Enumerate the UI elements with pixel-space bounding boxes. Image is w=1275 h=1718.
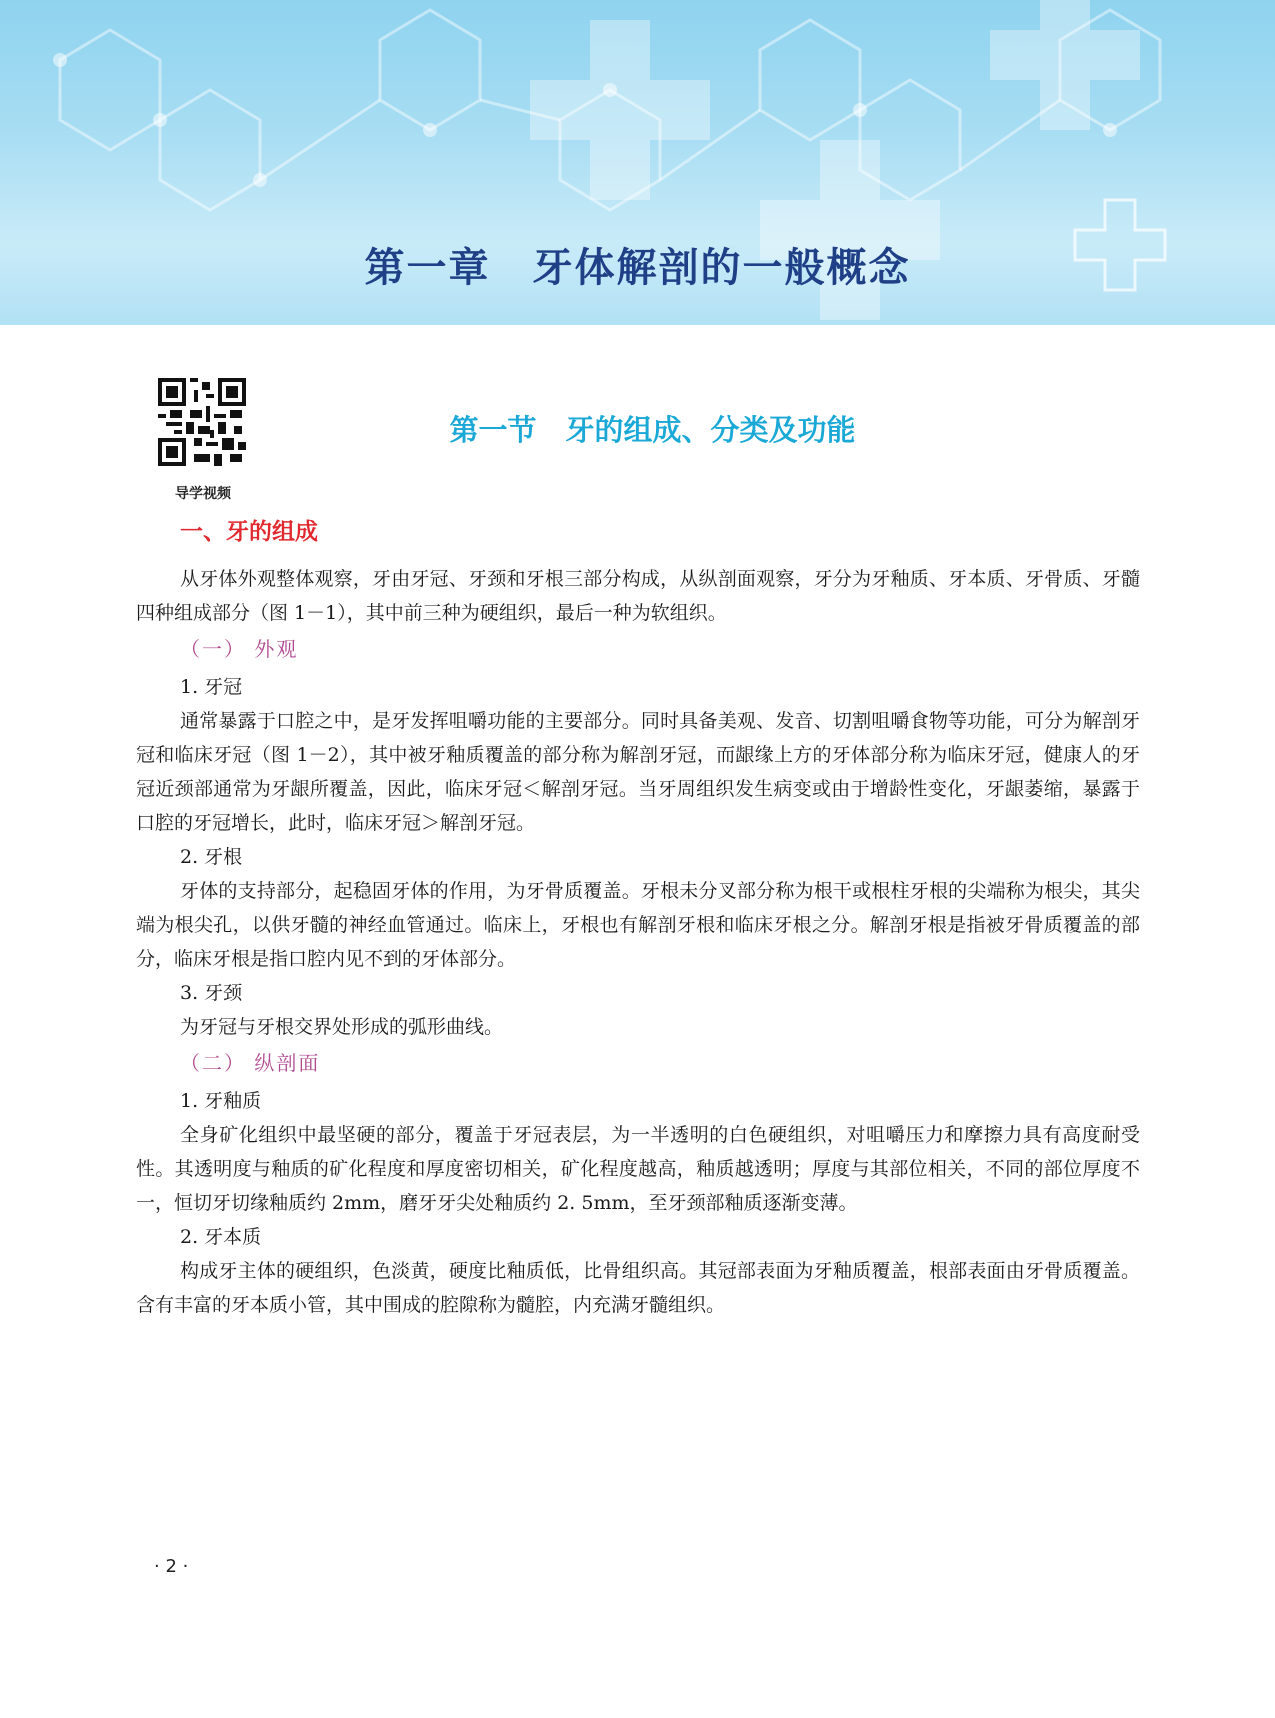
item-label-dentin: 2. 牙本质 [180, 1226, 262, 1248]
item-text-root: 牙体的支持部分，起稳固牙体的作用，为牙骨质覆盖。牙根未分叉部分称为根干或根柱牙根的尖端称为根尖，其尖端为根尖孔，以供牙髓的神经血管通过。临床上，牙根也有解剖牙根和临床牙根之分。解剖牙根是指被牙骨质覆盖的部分，临床牙根是指口腔内见不到的牙体部分。 [136, 880, 1140, 970]
body-content [136, 562, 1140, 1322]
item-label-neck: 3. 牙颈 [180, 982, 243, 1004]
item-label-root: 2. 牙根 [180, 846, 243, 868]
section-title: 第一节 牙的组成、分类及功能 [449, 413, 856, 447]
qr-label: 导学视频 [175, 486, 231, 502]
subheading-longitudinal-section: （二） 纵剖面 [180, 1051, 321, 1075]
item-text-neck: 为牙冠与牙根交界处形成的弧形曲线。 [180, 1016, 504, 1038]
item-text-crown: 通常暴露于口腔之中，是牙发挥咀嚼功能的主要部分。同时具备美观、发音、切割咀嚼食物等功能，可分为解剖牙冠和临床牙冠（图 1－2），其中被牙釉质覆盖的部分称为解剖牙冠，而龈缘上方的牙体部分称为临床牙冠，健康人的牙冠近颈部通常为牙龈所覆盖，因此，临床牙冠＜解剖牙冠。当牙周组织发生病变或由于增龄性变化，牙龈萎缩，暴露于口腔的牙冠增长，此时，临床牙冠＞解剖牙冠。 [136, 710, 1140, 834]
intro-paragraph: 从牙体外观整体观察，牙由牙冠、牙颈和牙根三部分构成，从纵剖面观察，牙分为牙釉质、牙本质、牙骨质、牙髓四种组成部分（图 1－1），其中前三种为硬组织，最后一种为软组织。 [136, 568, 1140, 624]
item-text-enamel: 全身矿化组织中最坚硬的部分，覆盖于牙冠表层，为一半透明的白色硬组织，对咀嚼压力和摩擦力具有高度耐受性。其透明度与釉质的矿化程度和厚度密切相关，矿化程度越高，釉质越透明；厚度与其部位相关，不同的部位厚度不一，恒切牙切缘釉质约 2mm，磨牙牙尖处釉质约 2. 5mm，至牙颈部釉质逐渐变薄。 [136, 1124, 1140, 1214]
chapter-banner [0, 0, 1275, 325]
item-label-crown: 1. 牙冠 [180, 676, 243, 698]
page-number: · 2 · [154, 1556, 189, 1577]
chapter-title: 第一章 牙体解剖的一般概念 [364, 244, 911, 291]
heading-composition: 一、牙的组成 [180, 519, 318, 545]
item-label-enamel: 1. 牙釉质 [180, 1090, 262, 1112]
subheading-appearance: （一） 外观 [180, 637, 299, 661]
item-text-dentin: 构成牙主体的硬组织，色淡黄，硬度比釉质低，比骨组织高。其冠部表面为牙釉质覆盖，根部表面由牙骨质覆盖。含有丰富的牙本质小管，其中围成的腔隙称为髓腔，内充满牙髓组织。 [136, 1260, 1140, 1316]
